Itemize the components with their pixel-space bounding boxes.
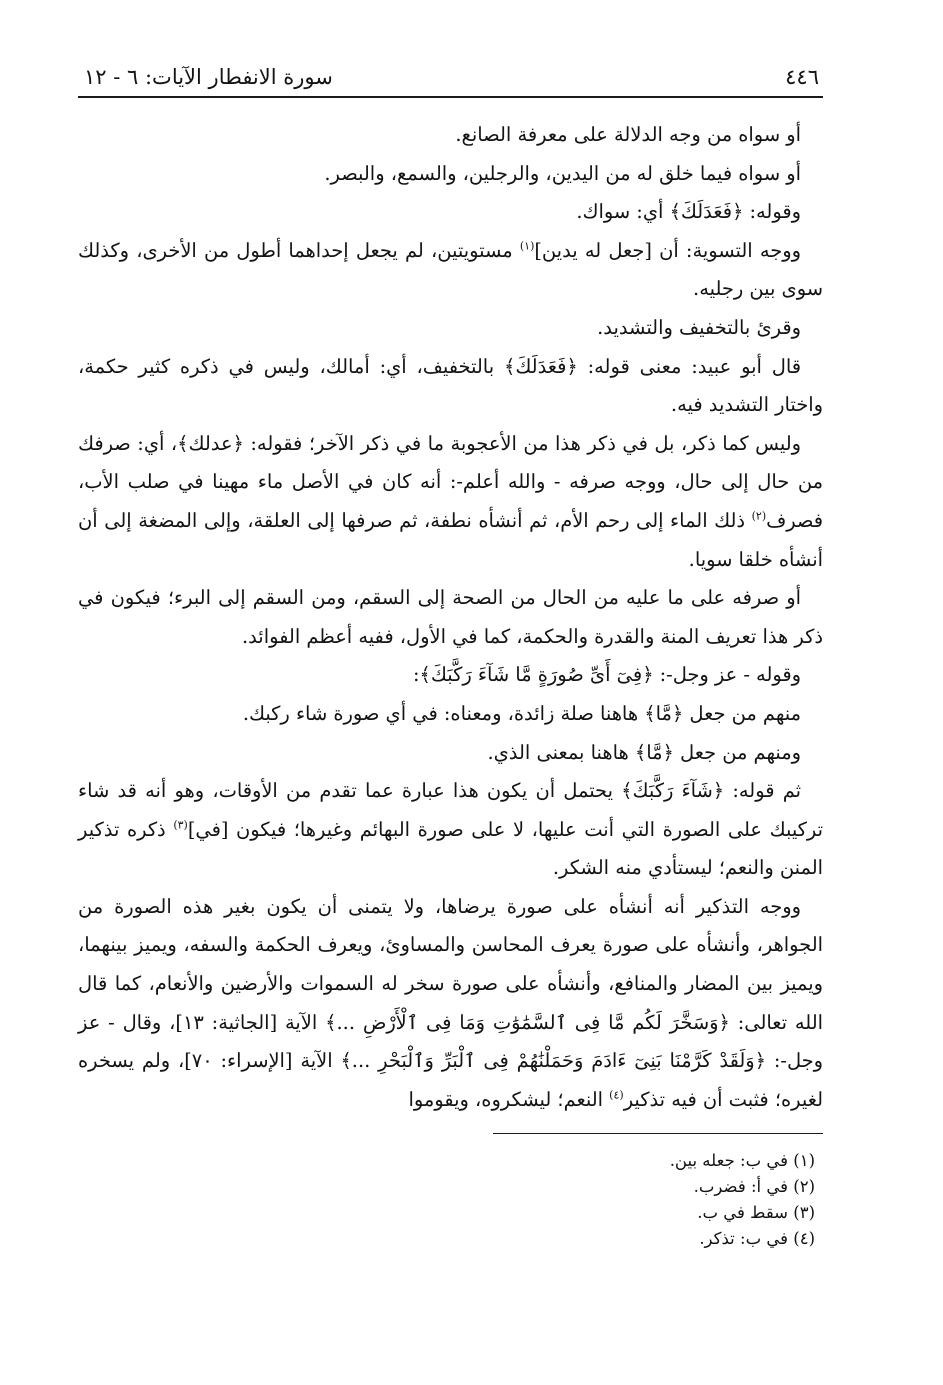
paragraph: أو صرفه على ما عليه من الحال من الصحة إلى السقم، ومن السقم إلى البرء؛ فيكون في ذكر هذا تعريف المنة والقدرة والحكمة، كما في الأول، ففيه أعظم الفوائد. <box>78 586 823 648</box>
footnote-reference: (٣) <box>173 818 188 832</box>
paragraph: أو سواه فيما خلق له من اليدين، والرجلين، والسمع، والبصر. <box>324 161 801 185</box>
paragraph: ووجه التذكير أنه أنشأه على صورة يرضاها، ولا يتمنى أن يكون بغير هذه الصورة من الجواهر، وأنشأه على صورة يعرف المحاسن والمساوئ، ويعرف الحكمة والسفه، ويميز بينهما، ويميز بين المضار والمنافع، وأنشأه على صورة سخر له السموات والأرضين والأنعام، كما قال الله تعالى: ﴿وَسَخَّرَ لَكُم مَّا فِى ٱلسَّمَٰوَٰتِ وَمَا فِى ٱلْأَرْضِ ...﴾ الآية [الجاثية: ١٣]، وقال - عز وجل-: ﴿وَلَقَدْ كَرَّمْنَا بَنِىٓ ءَادَمَ وَحَمَلْنَٰهُمْ فِى ٱلْبَرِّ وَٱلْبَحْرِ ...﴾ الآية [الإسراء: ٧٠]، ولم يسخره لغيره؛ فثبت أن فيه تذكير$^{(٤)}$ النعم؛ ليشكروه، ويقوموا <box>78 894 824 1111</box>
paragraph: وقوله - عز وجل-: ﴿فِىٓ أَىِّ صُورَةٍ مَّا شَآءَ رَكَّبَكَ﴾: <box>413 663 801 687</box>
paragraph: ثم قوله: ﴿شَآءَ رَكَّبَكَ﴾ يحتمل أن يكون هذا عبارة عما تقدم من الأوقات، وهو أنه قد شاء تركيبك على الصورة التي أنت عليها، لا على صورة البهائم وغيرها؛ فيكون [في]$^{(٣)}$ ذكره تذكير المنن والنعم؛ ليستأدي منه الشكر. <box>78 779 823 880</box>
book-page <box>78 60 823 1360</box>
page-header <box>78 60 823 98</box>
paragraph: وقوله: ﴿فَعَدَلَكَ﴾ أي: سواك. <box>576 200 801 224</box>
paragraph: وليس كما ذكر، بل في ذكر هذا من الأعجوبة ما في ذكر الآخر؛ فقوله: ﴿عدلك﴾، أي: صرفك من حال إلى حال، ووجه صرفه - والله أعلم-: أنه كان في الأصل ماء مهينا في صلب الأب، فصرف$^{(٢)}$ ذلك الماء إلى رحم الأم، ثم أنشأه نطفة، ثم صرفها إلى العلقة، وإلى المضغة إلى أن أنشأه خلقا سويا. <box>78 431 823 571</box>
paragraph: أو سواه من وجه الدلالة على معرفة الصانع. <box>455 123 801 146</box>
footnote-divider <box>493 1133 823 1134</box>
footnotes <box>78 1148 823 1252</box>
paragraph: قال أبو عبيد: معنى قوله: ﴿فَعَدَلَكَ﴾ بالتخفيف، أي: أمالك، وليس في ذكره كثير حكمة، واختار التشديد فيه. <box>78 354 823 417</box>
paragraph: ومنهم من جعل ﴿مَّا﴾ هاهنا بمعنى الذي. <box>487 740 801 764</box>
page-number: ٤٤٦ <box>785 65 819 89</box>
footnote: (٢) في أ: فضرب. <box>693 1177 815 1197</box>
footnote-reference: (٤) <box>609 1088 624 1102</box>
footnote-reference: (١) <box>519 239 535 253</box>
footnote: (٤) في ب: تذكر. <box>699 1229 815 1249</box>
footnote: (٣) سقط في ب. <box>697 1203 815 1223</box>
running-title: سورة الانفطار الآيات: ٦ - ١٢ <box>84 65 333 89</box>
paragraph: وقرئ بالتخفيف والتشديد. <box>597 315 801 339</box>
body-text <box>78 116 823 1119</box>
paragraph: ووجه التسوية: أن [جعل له يدين]$^{(١)}$ مستويتين، لم يجعل إحداهما أطول من الأخرى، وكذلك سوى بين رجليه. <box>78 238 823 301</box>
footnote-reference: (٢) <box>751 509 767 523</box>
footnote: (١) في ب: جعله بين. <box>669 1151 815 1171</box>
paragraph: منهم من جعل ﴿مَّا﴾ هاهنا صلة زائدة، ومعناه: في أي صورة شاء ركبك. <box>242 701 801 725</box>
